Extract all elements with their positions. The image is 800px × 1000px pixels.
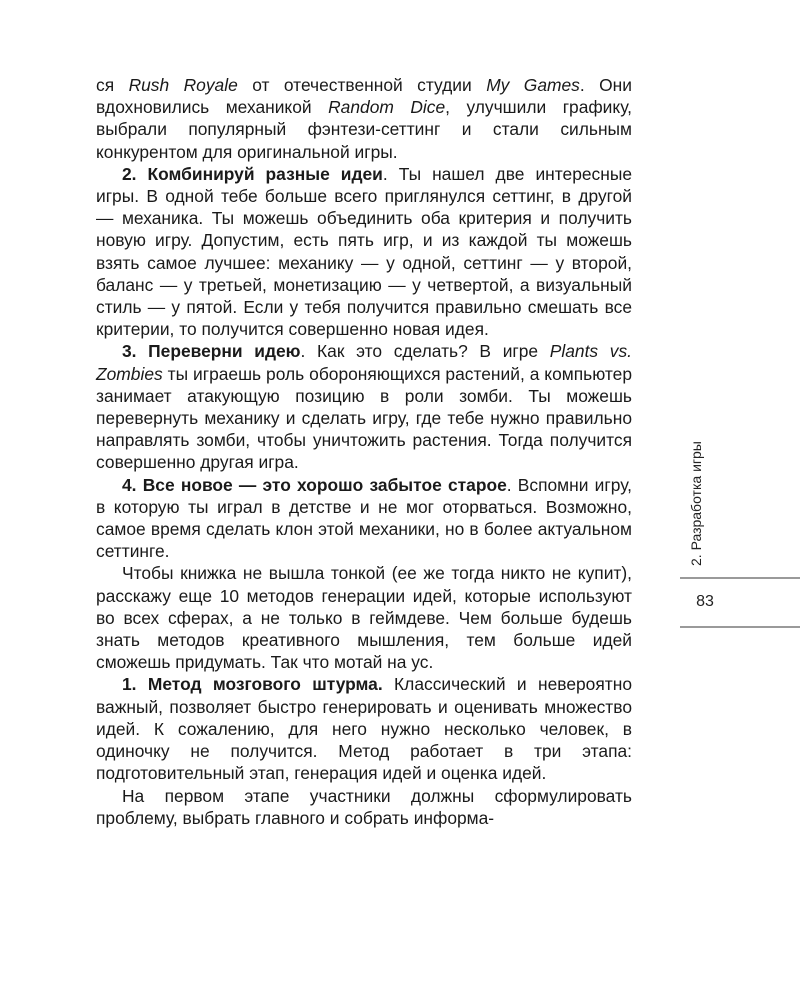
divider-top: [680, 577, 800, 579]
game-title-random-dice: Random Dice: [328, 97, 446, 118]
method-heading: 4. Все новое — это хорошо забытое старое: [122, 474, 507, 495]
method-heading: 2. Комбинируй разные идеи: [122, 163, 383, 184]
paragraph-4: [96, 474, 632, 563]
method-heading: 1. Метод мозгового штурма.: [122, 674, 383, 695]
paragraph-2: [96, 163, 632, 341]
text-run: . Вспомни игру, в которую ты играл в детстве и не мог оторваться. Возможно, самое время сделать клон этой механики, но в более актуальном сеттинге.: [96, 474, 632, 562]
text-run: Классический и невероятно важный, позволяет быстро генерировать и оценивать множество идей. К сожалению, для него нужно несколько человек, в одиночку не получится. Метод работает в три этапа: подготовительный этап, генерация идей и оценка идей.: [96, 674, 632, 784]
paragraph-3: [96, 340, 632, 473]
text-run: , улучшили графику, выбрали популярный фэнтези-сеттинг и стали сильным конкурентом для оригинальной игры.: [96, 97, 632, 162]
text-run: На первом этапе участники должны сформулировать проблему, выбрать главного и собрать информа-: [96, 785, 632, 828]
text-run: ты играешь роль обороняющихся растений, а компьютер занимает атакующую позицию в роли зомби. Ты можешь перевернуть механику и сделать игру, где тебе нужно правильно направлять зомби, чтобы уничтожить растения. Тогда получится совершенно другая игра.: [96, 363, 632, 473]
text-run: . Как это сделать? В игре: [300, 341, 550, 362]
studio-name-my-games: My Games: [486, 75, 580, 95]
divider-bottom: [680, 626, 800, 628]
text-run: . Ты нашел две интересные игры. В одной тебе больше всего приглянулся сеттинг, в другой — механика. Ты можешь объединить оба критерия и получить новую игру. Допустим, есть пять игр, и из каждой ты можешь взять самое лучшее: механику — у одной, сеттинг — у второй, баланс — у третьей, монетизацию — у четвертой, а визуальный стиль — у пятой. Если у тебя получится правильно смешать все критерии, то получится совершенно новая идея.: [96, 163, 633, 340]
text-run: . Они вдохновились механикой: [96, 75, 632, 118]
text-run: ся: [96, 75, 129, 95]
paragraph-6: [96, 673, 632, 784]
paragraph-7: [96, 785, 632, 829]
text-run: от отечественной студии: [237, 75, 487, 95]
paragraph-5: [96, 562, 632, 673]
method-heading: 3. Переверни идею: [122, 341, 301, 362]
page-number: 83: [696, 593, 714, 610]
text-run: Чтобы книжка не вышла тонкой (ее же тогда никто не купит), расскажу еще 10 методов генерации идей, которые используют во всех сферах, а не только в геймдеве. Чем больше будешь знать методов креативного мышления, тем больше идей сможешь придумать. Так что мотай на ус.: [96, 563, 632, 673]
game-title-rush-royale: Rush Royale: [128, 75, 238, 95]
chapter-label: 2. Разработка игры: [688, 441, 704, 566]
paragraph-1: [96, 74, 632, 163]
body-text: [96, 74, 632, 829]
game-title-plants-vs-zombies: Plants vs. Zombies: [96, 341, 632, 384]
